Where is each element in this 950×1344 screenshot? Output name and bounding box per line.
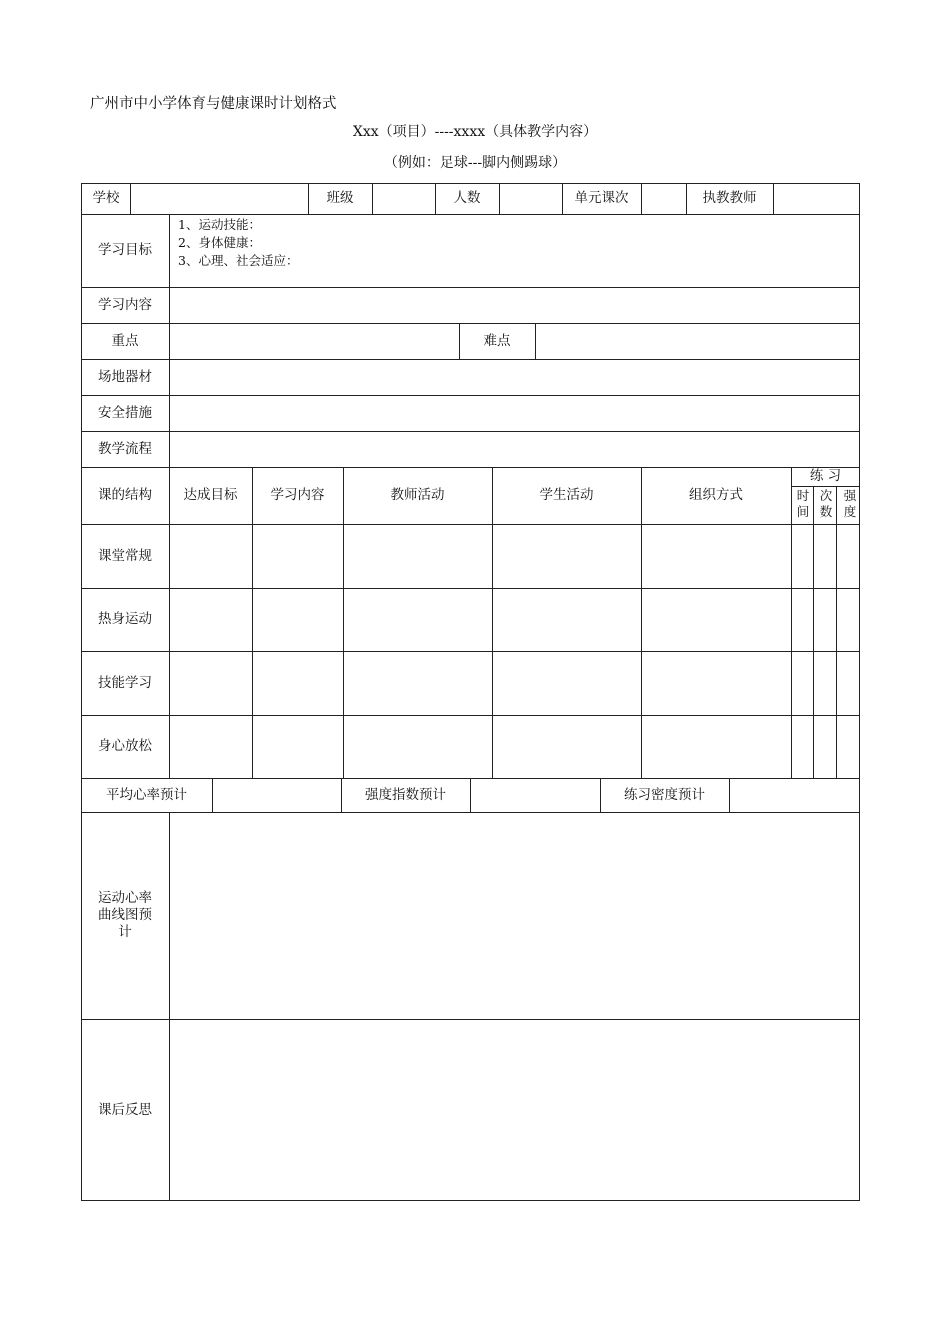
practice-count-header: 次数 (819, 488, 833, 519)
unit-lesson-value[interactable] (641, 183, 686, 214)
teaching-flow-label: 教学流程 (98, 440, 152, 457)
objectives-label: 学习目标 (98, 242, 152, 258)
learning-content-header: 学习内容 (270, 487, 325, 503)
heart-rate-curve-label: 运动心率曲线图预计 (98, 890, 152, 940)
row-skill-learning: 技能学习 (98, 674, 152, 691)
structure-header: 课的结构 (98, 487, 152, 503)
document-title: 广州市中小学体育与健康课时计划格式 (90, 96, 337, 112)
intensity-index-label: 强度指数预计 (365, 786, 446, 803)
safety-measures-label: 安全措施 (98, 404, 152, 421)
objective-motor-skill: 1、运动技能： (178, 217, 261, 232)
avg-heart-rate-label: 平均心率预计 (106, 786, 187, 803)
objectives-list (178, 216, 298, 270)
row-warm-up: 热身运动 (98, 611, 152, 627)
practice-intensity-header: 强度 (843, 488, 857, 519)
unit-lesson-label: 单元课次 (574, 190, 629, 206)
student-count-label: 人数 (453, 190, 481, 206)
student-count-value[interactable] (499, 183, 562, 214)
goal-header: 达成目标 (183, 487, 238, 503)
student-activity-header: 学生活动 (539, 487, 594, 503)
objective-social-adaptation: 3、心理、社会适应： (178, 253, 299, 268)
content-label: 学习内容 (98, 296, 152, 313)
row-class-routine: 课堂常规 (98, 547, 152, 564)
school-label: 学校 (92, 190, 120, 206)
teacher-value[interactable] (773, 183, 859, 214)
difficulty-label: 难点 (483, 332, 511, 349)
venue-equipment-label: 场地器材 (98, 368, 152, 385)
school-value[interactable] (131, 183, 308, 214)
teacher-activity-header: 教师活动 (390, 487, 445, 503)
key-point-label: 重点 (111, 332, 139, 349)
practice-time-header: 时间 (796, 488, 810, 519)
post-class-reflection-label: 课后反思 (98, 1101, 152, 1118)
organization-header: 组织方式 (689, 487, 743, 503)
practice-density-label: 练习密度预计 (624, 786, 705, 803)
lesson-example: （例如：足球---脚内侧踢球） (383, 155, 567, 171)
lesson-subtitle: Xxx（项目）----xxxx（具体教学内容） (352, 124, 598, 140)
objective-physical-health: 2、身体健康： (178, 235, 261, 250)
class-label: 班级 (326, 190, 354, 206)
practice-header: 练 习 (809, 468, 842, 484)
class-value[interactable] (372, 183, 435, 214)
row-relaxation: 身心放松 (98, 738, 152, 754)
teacher-label: 执教教师 (702, 190, 757, 206)
